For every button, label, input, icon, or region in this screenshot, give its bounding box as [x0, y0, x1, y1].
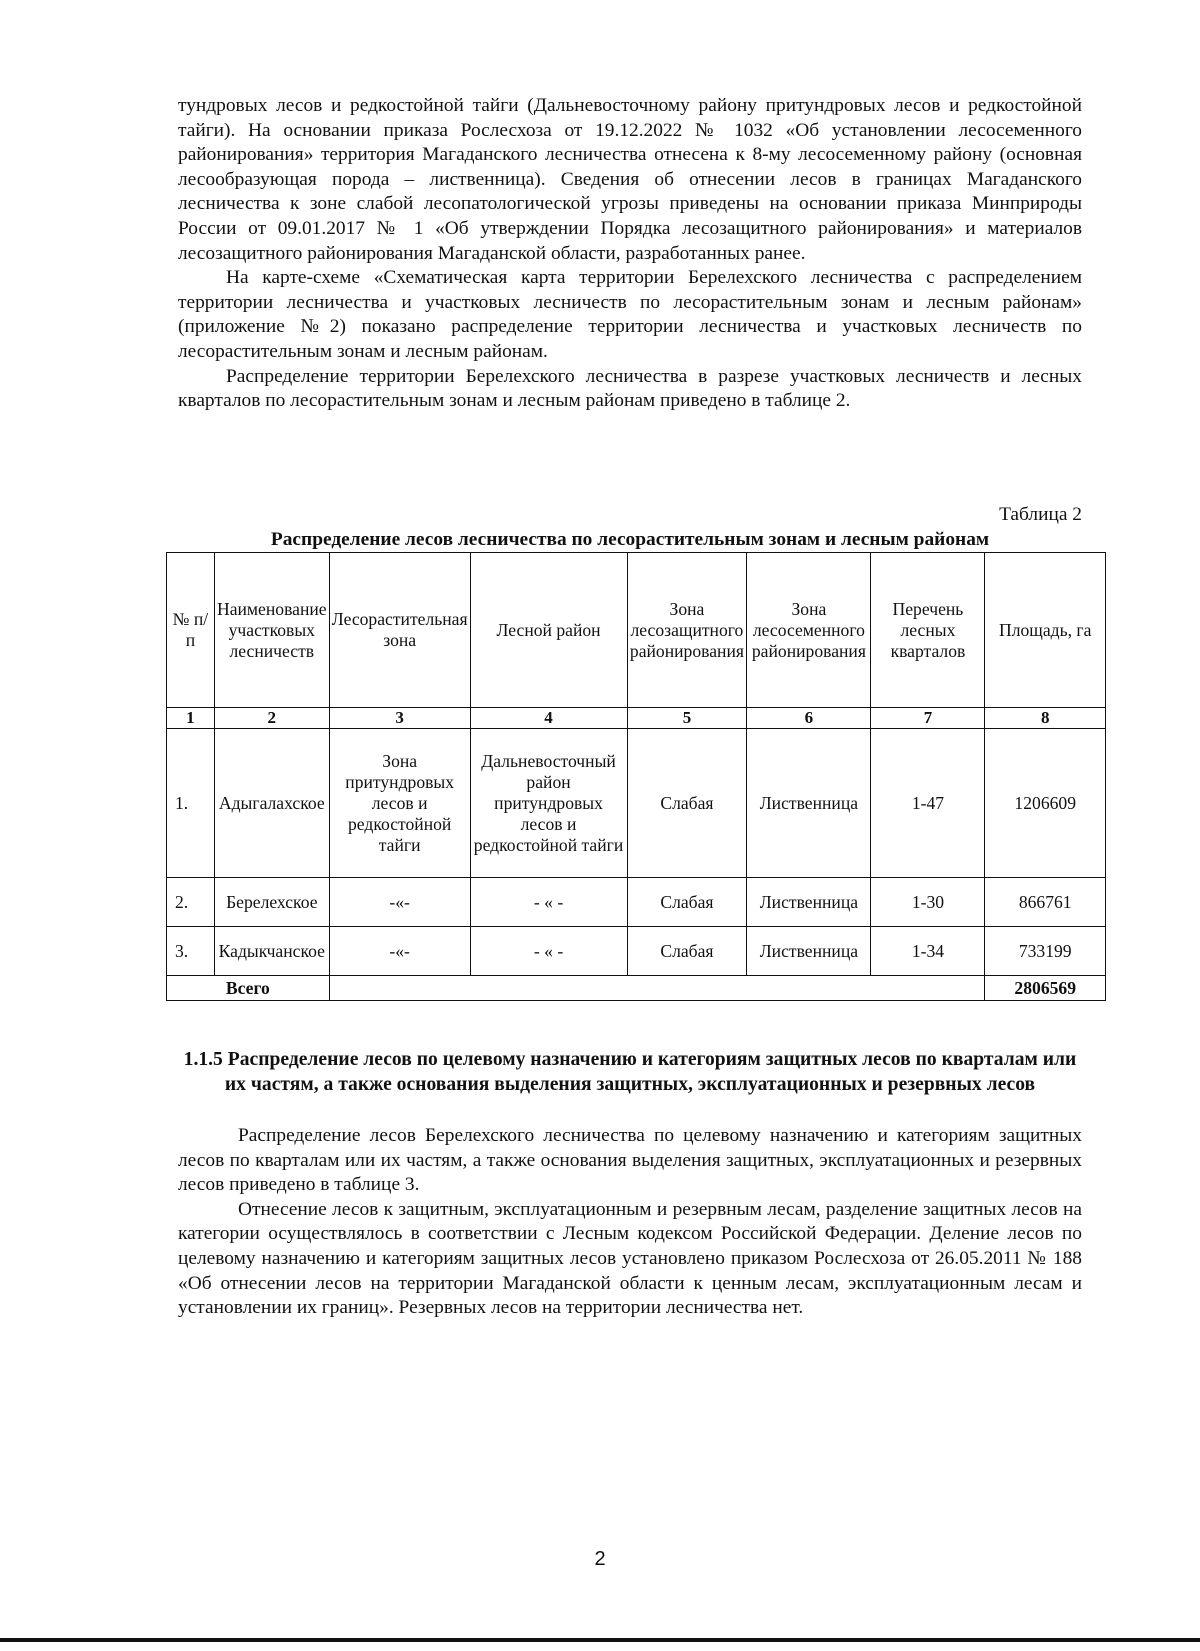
row-number: 3. — [167, 927, 215, 976]
section-paragraph-1: Распределение лесов Берелехского лесничества по целевому назначению и категориям защитных лесов по кварталам или их частям, а также основания выделения защитных, эксплуатационных и резервных лесов приведено в таблице 3. — [178, 1125, 1082, 1196]
row-number: 2. — [167, 878, 215, 927]
column-number: 5 — [627, 708, 747, 729]
header-forestry-name: Наименование участковых лесничеств — [214, 553, 329, 708]
table-total-row — [167, 976, 1106, 1001]
row-forestry-name: Берелехское — [214, 878, 329, 927]
row-area: 866761 — [985, 878, 1106, 927]
row-seed-zone: Лиственница — [747, 729, 871, 878]
forest-distribution-table — [166, 552, 1106, 1001]
row-quarters: 1-34 — [871, 927, 985, 976]
row-forestry-name: Адыгалахское — [214, 729, 329, 878]
header-protection-zone: Зона лесозащитного районирования — [627, 553, 747, 708]
intro-paragraph-3: Распределение территории Берелехского лесничества в разрезе участковых лесничеств и лесных кварталов по лесорастительным зонам и лесным районам приведено в таблице 2. — [178, 365, 1082, 412]
row-number: 1. — [167, 729, 215, 878]
column-number: 6 — [747, 708, 871, 729]
section-body — [178, 1124, 1082, 1321]
row-forestry-name: Кадыкчанское — [214, 927, 329, 976]
column-number: 1 — [167, 708, 215, 729]
table-row — [167, 927, 1106, 976]
header-quarters: Перечень лесных кварталов — [871, 553, 985, 708]
row-quarters: 1-30 — [871, 878, 985, 927]
row-vegetation-zone: -«- — [329, 878, 470, 927]
row-forest-district: Дальневосточный район притундровых лесов и редкостойной тайги — [470, 729, 627, 878]
column-number: 7 — [871, 708, 985, 729]
table-row — [167, 729, 1106, 878]
row-forest-district: - « - — [470, 927, 627, 976]
table-caption: Таблица 2 — [999, 504, 1082, 525]
column-number: 2 — [214, 708, 329, 729]
row-area: 733199 — [985, 927, 1106, 976]
intro-paragraph-1: тундровых лесов и редкостойной тайги (Дальневосточному району притундровых лесов и редкостойной тайги). На основании приказа Рослесхоза от 19.12.2022 № 1032 «Об установлении лесосеменного районирования» территория Магаданского лесничества отнесена к 8-му лесосеменному району (основная лесообразующая порода – лиственница). Сведения об отнесении лесов в границах Магаданского лесничества к зоне слабой лесопатологической угрозы приведены на основании приказа Минприроды России от 09.01.2017 № 1 «Об утверждении Порядка лесозащитного районирования» и материалов лесозащитного районирования Магаданской области, разработанных ранее. — [178, 95, 1082, 264]
row-protection-zone: Слабая — [627, 729, 747, 878]
header-forest-district: Лесной район — [470, 553, 627, 708]
bottom-rule — [0, 1638, 1200, 1642]
row-protection-zone: Слабая — [627, 927, 747, 976]
column-number: 8 — [985, 708, 1106, 729]
header-number: № п/п — [167, 553, 215, 708]
row-protection-zone: Слабая — [627, 878, 747, 927]
row-area: 1206609 — [985, 729, 1106, 878]
intro-paragraph-2: На карте-схеме «Схематическая карта территории Берелехского лесничества с распределением территории лесничества и участковых лесничеств по лесорастительным зонам и лесным районам» (приложение №2) показано распределение территории лесничества и участковых лесничеств по лесорастительным зонам и лесным районам. — [178, 267, 1082, 362]
row-quarters: 1-47 — [871, 729, 985, 878]
header-vegetation-zone: Лесорастительная зона — [329, 553, 470, 708]
row-seed-zone: Лиственница — [747, 927, 871, 976]
row-vegetation-zone: -«- — [329, 927, 470, 976]
row-forest-district: - « - — [470, 878, 627, 927]
table-column-numbers-row — [167, 708, 1106, 729]
table-title: Распределение лесов лесничества по лесорастительным зонам и лесным районам — [270, 529, 990, 550]
section-heading: 1.1.5 Распределение лесов по целевому назначению и категориям защитных лесов по кварталам или их частям, а также основания выделения защитных, эксплуатационных и резервных лесов — [183, 1049, 1077, 1095]
column-number: 3 — [329, 708, 470, 729]
header-area: Площадь, га — [985, 553, 1106, 708]
column-number: 4 — [470, 708, 627, 729]
total-label: Всего — [167, 976, 330, 1001]
intro-text — [178, 94, 1082, 414]
total-area: 2806569 — [985, 976, 1106, 1001]
section-paragraph-2: Отнесение лесов к защитным, эксплуатационным и резервным лесам, разделение защитных лесов на категории осуществлялось в соответствии с Лесным кодексом Российской Федерации. Деление лесов по целевому назначению и категориям защитных лесов установлено приказом Рослесхоза от 26.05.2011 № 188 «Об отнесении лесов на территории Магаданской области к ценным лесам, эксплуатационным лесам и установлении их границ». Резервных лесов на территории лесничества нет. — [178, 1198, 1082, 1319]
row-vegetation-zone: Зона притундровых лесов и редкостойной тайги — [329, 729, 470, 878]
row-seed-zone: Лиственница — [747, 878, 871, 927]
page-number: 2 — [594, 1548, 606, 1570]
total-empty-cell — [329, 976, 985, 1001]
table-header-row — [167, 553, 1106, 708]
header-seed-zone: Зона лесосеменного районирования — [747, 553, 871, 708]
table-row — [167, 878, 1106, 927]
